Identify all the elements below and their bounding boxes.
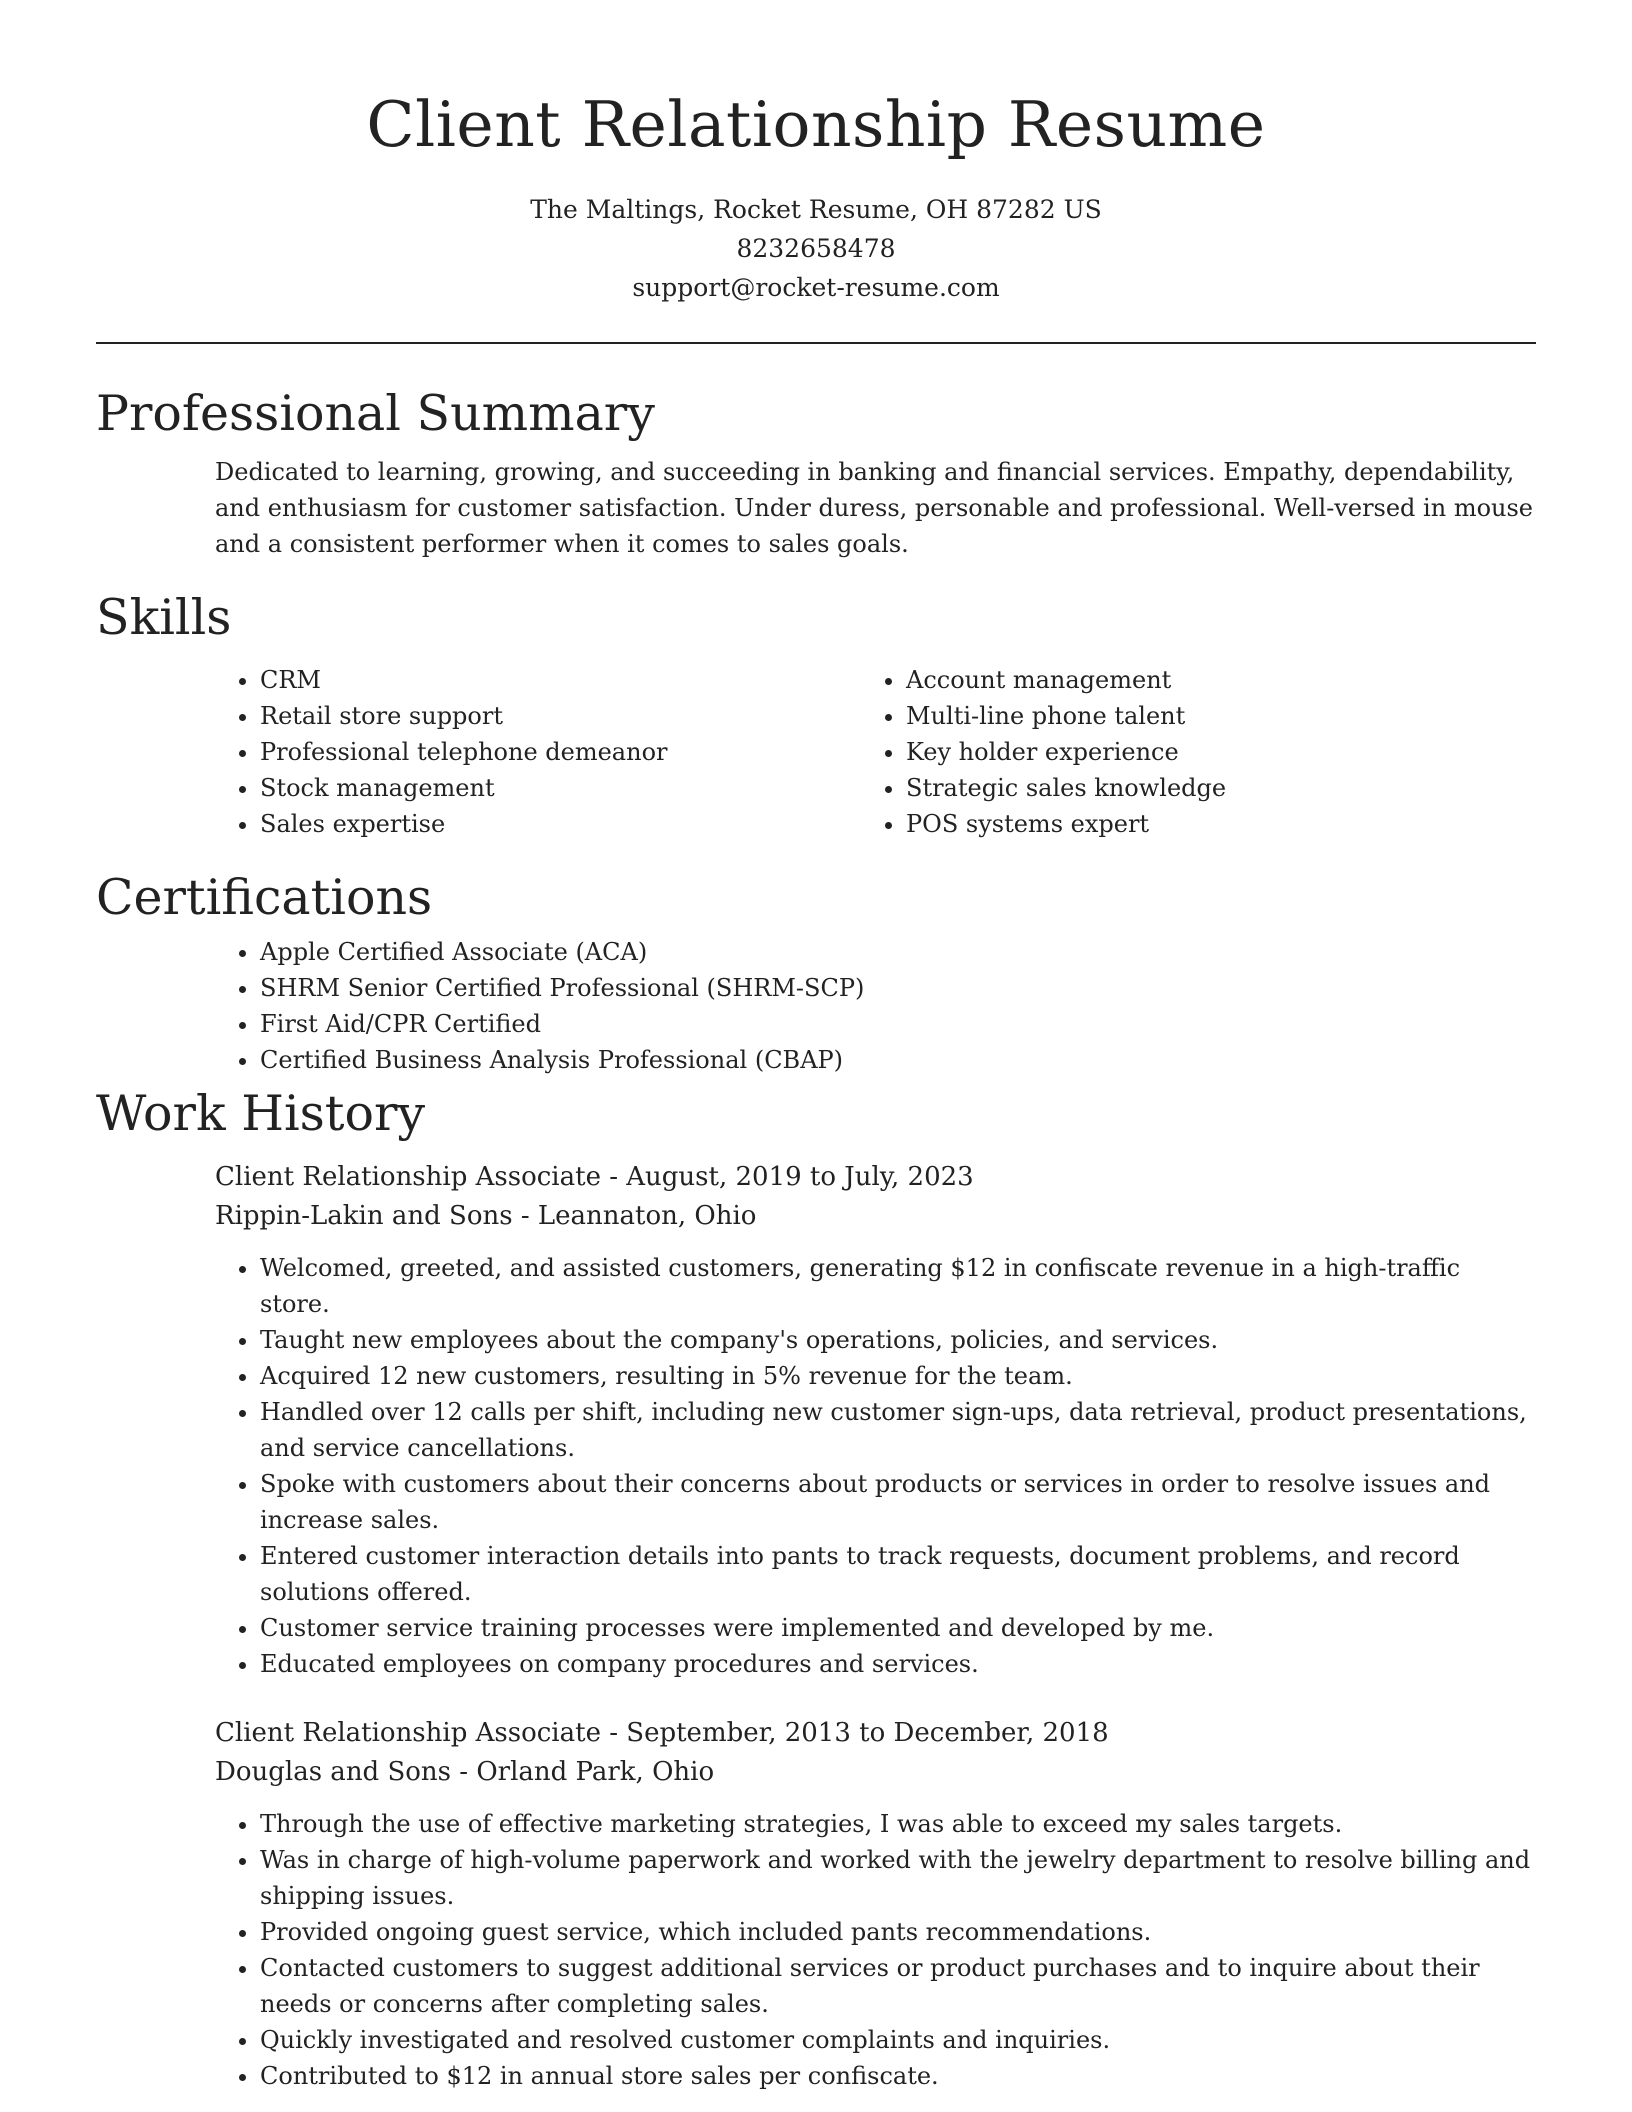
job-bullet: • Provided ongoing guest service, which included pants recommendations.: [260, 1914, 1537, 1950]
job-bullets: [215, 1806, 1537, 2094]
certifications-heading: Certifications: [96, 869, 433, 926]
job-company-line: Douglas and Sons - Orland Park, Ohio: [215, 1757, 715, 1787]
skill-item: • POS systems expert: [906, 806, 1396, 842]
job-bullets: [215, 1250, 1537, 1682]
skill-item: • Professional telephone demeanor: [260, 734, 746, 770]
job-role-line: Client Relationship Associate - August, 2019 to July, 2023: [215, 1162, 974, 1192]
skills-grid: [96, 662, 1536, 842]
job-bullet: • Contributed to $12 in annual store sales per confiscate.: [260, 2058, 1537, 2094]
job-bullet: • Taught new employees about the company's operations, policies, and services.: [260, 1322, 1537, 1358]
summary-section: [96, 378, 1536, 562]
certification-item: • First Aid/CPR Certified: [260, 1006, 1536, 1042]
contact-address: The Maltings, Rocket Resume, OH 87282 US: [530, 195, 1102, 224]
resume-header: [0, 0, 1632, 307]
job-bullet: • Spoke with customers about their concerns about products or services in order to resolve issues and increase sales.: [260, 1466, 1537, 1538]
job-bullet: • Acquired 12 new customers, resulting in 5% revenue for the team.: [260, 1358, 1537, 1394]
header-divider: [96, 342, 1536, 344]
contact-block: [0, 190, 1632, 307]
skill-item: • Multi-line phone talent: [906, 698, 1396, 734]
work-history-section: [96, 1078, 1536, 2094]
skill-item: • Key holder experience: [906, 734, 1396, 770]
job-bullet: • Entered customer interaction details into pants to track requests, document problems, and record solutions offered.: [260, 1538, 1537, 1610]
skill-item: • Sales expertise: [260, 806, 746, 842]
certification-item: • Certified Business Analysis Professional (CBAP): [260, 1042, 1536, 1078]
skill-item: • Retail store support: [260, 698, 746, 734]
work-history-heading: Work History: [96, 1085, 426, 1142]
job-company-line: Rippin-Lakin and Sons - Leannaton, Ohio: [215, 1201, 757, 1231]
certifications-section: [96, 862, 1536, 1078]
job-bullet: • Contacted customers to suggest additional services or product purchases and to inquire about their needs or concerns after completing sales.: [260, 1950, 1537, 2022]
work-history-list: [96, 1158, 1536, 2094]
summary-text: Dedicated to learning, growing, and succeeding in banking and financial services. Empathy, dependability, and enthusiasm for customer satisfaction. Under duress, personable and professional. Well-versed in mouse and a consistent performer when it comes to sales goals.: [215, 458, 1533, 558]
certification-item: • Apple Certified Associate (ACA): [260, 934, 1536, 970]
skill-item: • Strategic sales knowledge: [906, 770, 1396, 806]
job-bullet: • Educated employees on company procedures and services.: [260, 1646, 1537, 1682]
contact-phone: 8232658478: [736, 234, 896, 263]
skill-item: • Account management: [906, 662, 1396, 698]
skills-section: [96, 582, 1536, 842]
job-bullet: • Quickly investigated and resolved customer complaints and inquiries.: [260, 2022, 1537, 2058]
job-bullet: • Customer service training processes were implemented and developed by me.: [260, 1610, 1537, 1646]
job-bullet: • Handled over 12 calls per shift, including new customer sign-ups, data retrieval, product presentations, and service cancellations.: [260, 1394, 1537, 1466]
job-role-line: Client Relationship Associate - September, 2013 to December, 2018: [215, 1718, 1109, 1748]
contact-email: support@rocket-resume.com: [632, 273, 1000, 302]
job-bullet: • Through the use of effective marketing strategies, I was able to exceed my sales targets.: [260, 1806, 1537, 1842]
skills-heading: Skills: [96, 589, 232, 646]
job-bullet: • Was in charge of high-volume paperwork and worked with the jewelry department to resolve billing and shipping issues.: [260, 1842, 1537, 1914]
certification-item: • SHRM Senior Certified Professional (SHRM-SCP): [260, 970, 1536, 1006]
skill-item: • Stock management: [260, 770, 746, 806]
skill-item: • CRM: [260, 662, 746, 698]
job-bullet: • Welcomed, greeted, and assisted customers, generating $12 in confiscate revenue in a high-traffic store.: [260, 1250, 1537, 1322]
skills-list-right: [746, 662, 1396, 842]
job-entry: [215, 1714, 1537, 2094]
resume-body: [96, 378, 1536, 2094]
skills-list-left: [96, 662, 746, 842]
summary-heading: Professional Summary: [96, 385, 655, 442]
job-entry: [215, 1158, 1537, 1682]
certifications-list: [96, 934, 1536, 1078]
resume-title: Client Relationship Resume: [366, 88, 1266, 161]
